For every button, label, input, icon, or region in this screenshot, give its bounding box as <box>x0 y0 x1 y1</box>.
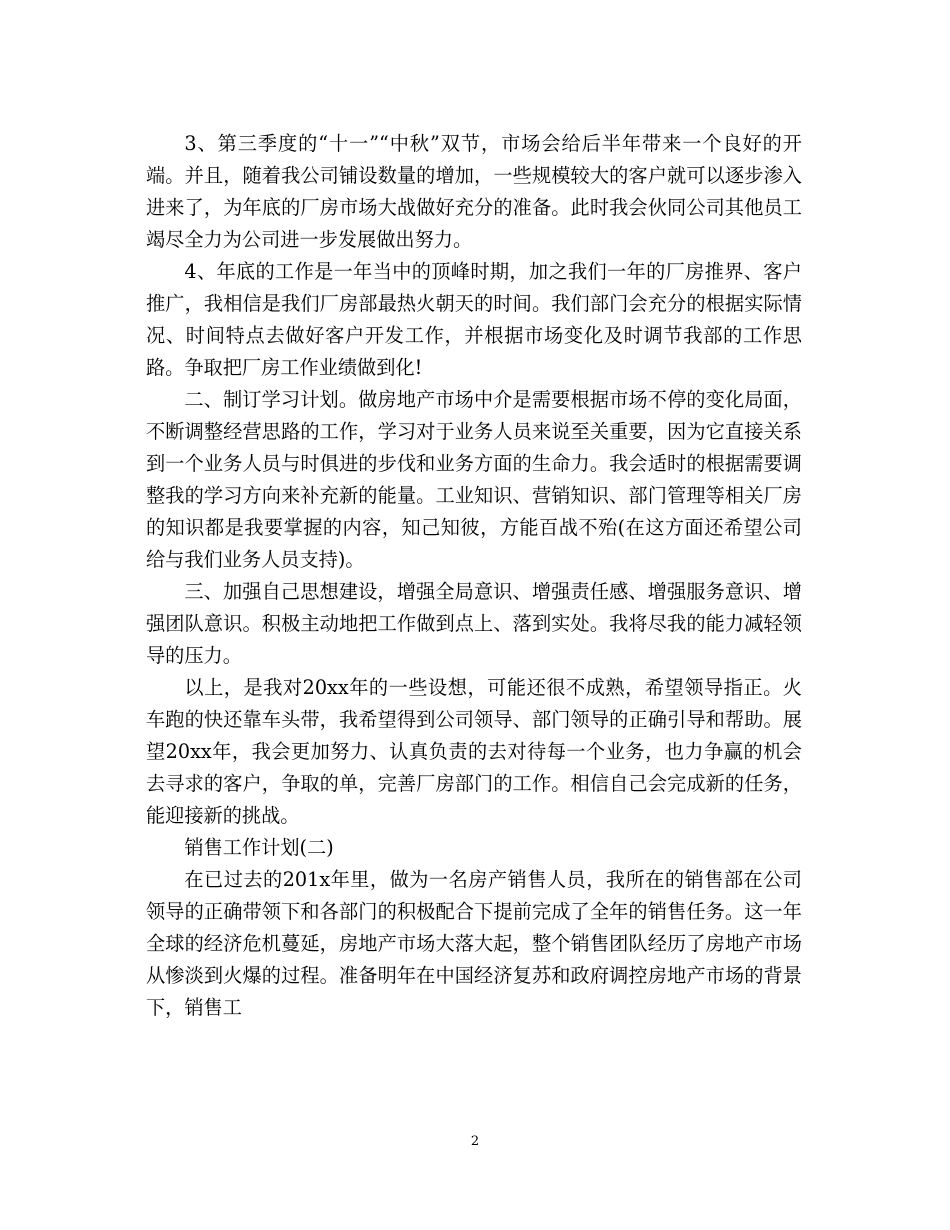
section-heading: 销售工作计划(二) <box>184 836 334 859</box>
paragraph-sales-intro: 在已过去的201x年里，做为一名房产销售人员，我所在的销售部在公司领导的正确带领下和各部门的积极配合下提前完成了全年的销售任务。这一年全球的经济危机蔓延，房地产市场大落大起，整个销售团队经历了房地产市场从惨淡到火爆的过程。准备明年在中国经济复苏和政府调控房地产市场的背景下，销售工 <box>146 868 802 1019</box>
document-body <box>146 128 802 1024</box>
paragraph-conclusion: 以上，是我对20xx年的一些设想，可能还很不成熟，希望领导指正。火车跑的快还靠车头带，我希望得到公司领导、部门领导的正确引导和帮助。展望20xx年，我会更加努力、认真负责的去对待每一个业务，也力争赢的机会去寻求的客户，争取的单，完善厂房部门的工作。相信自己会完成新的任务，能迎接新的挑战。 <box>146 676 802 827</box>
paragraph-study-plan: 二、制订学习计划。做房地产市场中介是需要根据市场不停的变化局面，不断调整经营思路的工作，学习对于业务人员来说至关重要，因为它直接关系到一个业务人员与时俱进的步伐和业务方面的生命力。我会适时的根据需要调整我的学习方向来补充新的能量。工业知识、营销知识、部门管理等相关厂房的知识都是我要掌握的内容，知己知彼，方能百战不殆(在这方面还希望公司给与我们业务人员支持)。 <box>146 388 802 571</box>
page-number: 2 <box>470 1134 480 1149</box>
paragraph-year-end-plan: 4、年底的工作是一年当中的顶峰时期，加之我们一年的厂房推界、客户推广，我相信是我们厂房部最热火朝天的时间。我们部门会充分的根据实际情况、时间特点去做好客户开发工作，并根据市场变化及时调节我部的工作思路。争取把厂房工作业绩做到化! <box>146 260 802 379</box>
paragraph-ideology: 三、加强自己思想建设，增强全局意识、增强责任感、增强服务意识、增强团队意识。积极主动地把工作做到点上、落到实处。我将尽我的能力减轻领导的压力。 <box>146 580 802 667</box>
paragraph-q3-plan: 3、第三季度的“十一”“中秋”双节，市场会给后半年带来一个良好的开端。并且，随着我公司铺设数量的增加，一些规模较大的客户就可以逐步渗入进来了，为年底的厂房市场大战做好充分的准备。此时我会伙同公司其他员工竭尽全力为公司进一步发展做出努力。 <box>146 132 802 251</box>
